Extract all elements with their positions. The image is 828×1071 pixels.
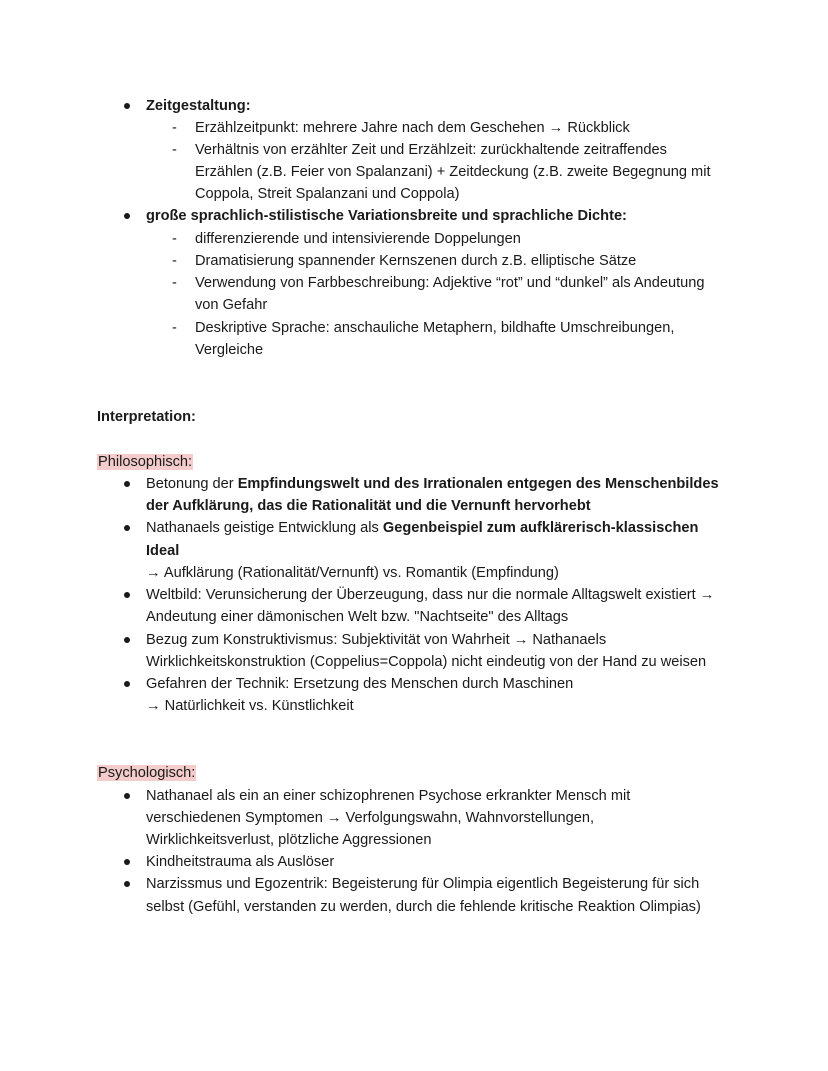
text: Nathanaels geistige Entwicklung als <box>146 520 383 536</box>
list-item: Kindheitstrauma als Auslöser <box>146 854 335 870</box>
dash-icon: - <box>172 275 177 291</box>
text: Betonung der <box>146 476 238 492</box>
sub-item-cont: Erzählen (z.B. Feier von Spalanzani) + Zeitdeckung (z.B. zweite Begegnung mit <box>195 164 711 180</box>
list-item-title: Zeitgestaltung: <box>146 98 251 114</box>
bullet-icon <box>124 592 130 598</box>
bold-text: Empfindungswelt und des Irrationalen entgegen des Menschenbildes <box>237 476 719 492</box>
bold-text: Gegenbeispiel zum aufklärerisch-klassischen <box>382 520 699 536</box>
bullet-icon <box>124 681 130 687</box>
highlighted-label: Philosophisch: <box>98 454 193 470</box>
bullet-icon <box>124 859 130 865</box>
list-item-cont: selbst (Gefühl, verstanden zu werden, durch die fehlende kritische Reaktion Olimpias) <box>146 899 701 915</box>
list-item <box>146 473 719 495</box>
bullet-icon <box>124 637 130 643</box>
subsection-label <box>97 451 193 473</box>
sub-item: Deskriptive Sprache: anschauliche Metaphern, bildhafte Umschreibungen, <box>195 320 675 336</box>
dash-icon: - <box>172 253 177 269</box>
list-item-cont: Wirklichkeitskonstruktion (Coppelius=Coppola) nicht eindeutig von der Hand zu weisen <box>146 654 707 670</box>
list-item-cont: → Aufklärung (Rationalität/Vernunft) vs. Romantik (Empfindung) <box>146 565 559 581</box>
sub-item: differenzierende und intensivierende Doppelungen <box>195 231 521 247</box>
sub-item: Verhältnis von erzählter Zeit und Erzählzeit: zurückhaltende zeitraffendes <box>195 142 667 158</box>
bullet-icon <box>124 881 130 887</box>
list-item: Bezug zum Konstruktivismus: Subjektivität von Wahrheit → Nathanaels <box>146 632 607 648</box>
dash-icon: - <box>172 120 177 136</box>
list-item-cont: verschiedenen Symptomen → Verfolgungswahn, Wahnvorstellungen, <box>146 810 595 826</box>
section-heading: Interpretation: <box>97 409 196 425</box>
highlighted-label: Psychologisch: <box>98 765 196 781</box>
sub-item-cont: Vergleiche <box>195 342 264 358</box>
bullet-icon <box>124 481 130 487</box>
list-item-cont: → Natürlichkeit vs. Künstlichkeit <box>146 698 354 714</box>
sub-item: Erzählzeitpunkt: mehrere Jahre nach dem Geschehen → Rückblick <box>195 120 630 136</box>
dash-icon: - <box>172 231 177 247</box>
bullet-icon <box>124 525 130 531</box>
list-item: Nathanael als ein an einer schizophrenen Psychose erkrankter Mensch mit <box>146 788 631 804</box>
list-item-title: große sprachlich-stilistische Variationsbreite und sprachliche Dichte: <box>146 208 627 224</box>
list-item: Gefahren der Technik: Ersetzung des Menschen durch Maschinen <box>146 676 574 692</box>
bullet-icon <box>124 213 130 219</box>
sub-item-cont: von Gefahr <box>195 297 268 313</box>
sub-item: Dramatisierung spannender Kernszenen durch z.B. elliptische Sätze <box>195 253 637 269</box>
sub-item: Verwendung von Farbbeschreibung: Adjektive “rot” und “dunkel” als Andeutung <box>195 275 705 291</box>
list-item: Narzissmus und Egozentrik: Begeisterung für Olimpia eigentlich Begeisterung für sich <box>146 876 700 892</box>
bullet-icon <box>124 793 130 799</box>
list-item-cont: Ideal <box>146 543 180 559</box>
list-item-cont: Andeutung einer dämonischen Welt bzw. "Nachtseite" des Alltags <box>146 609 569 625</box>
list-item-cont: Wirklichkeitsverlust, plötzliche Aggressionen <box>146 832 432 848</box>
subsection-label <box>97 762 196 784</box>
list-item: Weltbild: Verunsicherung der Überzeugung, dass nur die normale Alltagswelt existiert → <box>146 587 715 603</box>
dash-icon: - <box>172 320 177 336</box>
dash-icon: - <box>172 142 177 158</box>
list-item-cont: der Aufklärung, das die Rationalität und die Vernunft hervorhebt <box>146 498 591 514</box>
sub-item-cont: Coppola, Streit Spalanzani und Coppola) <box>195 186 460 202</box>
list-item <box>146 517 698 539</box>
bullet-icon <box>124 103 130 109</box>
